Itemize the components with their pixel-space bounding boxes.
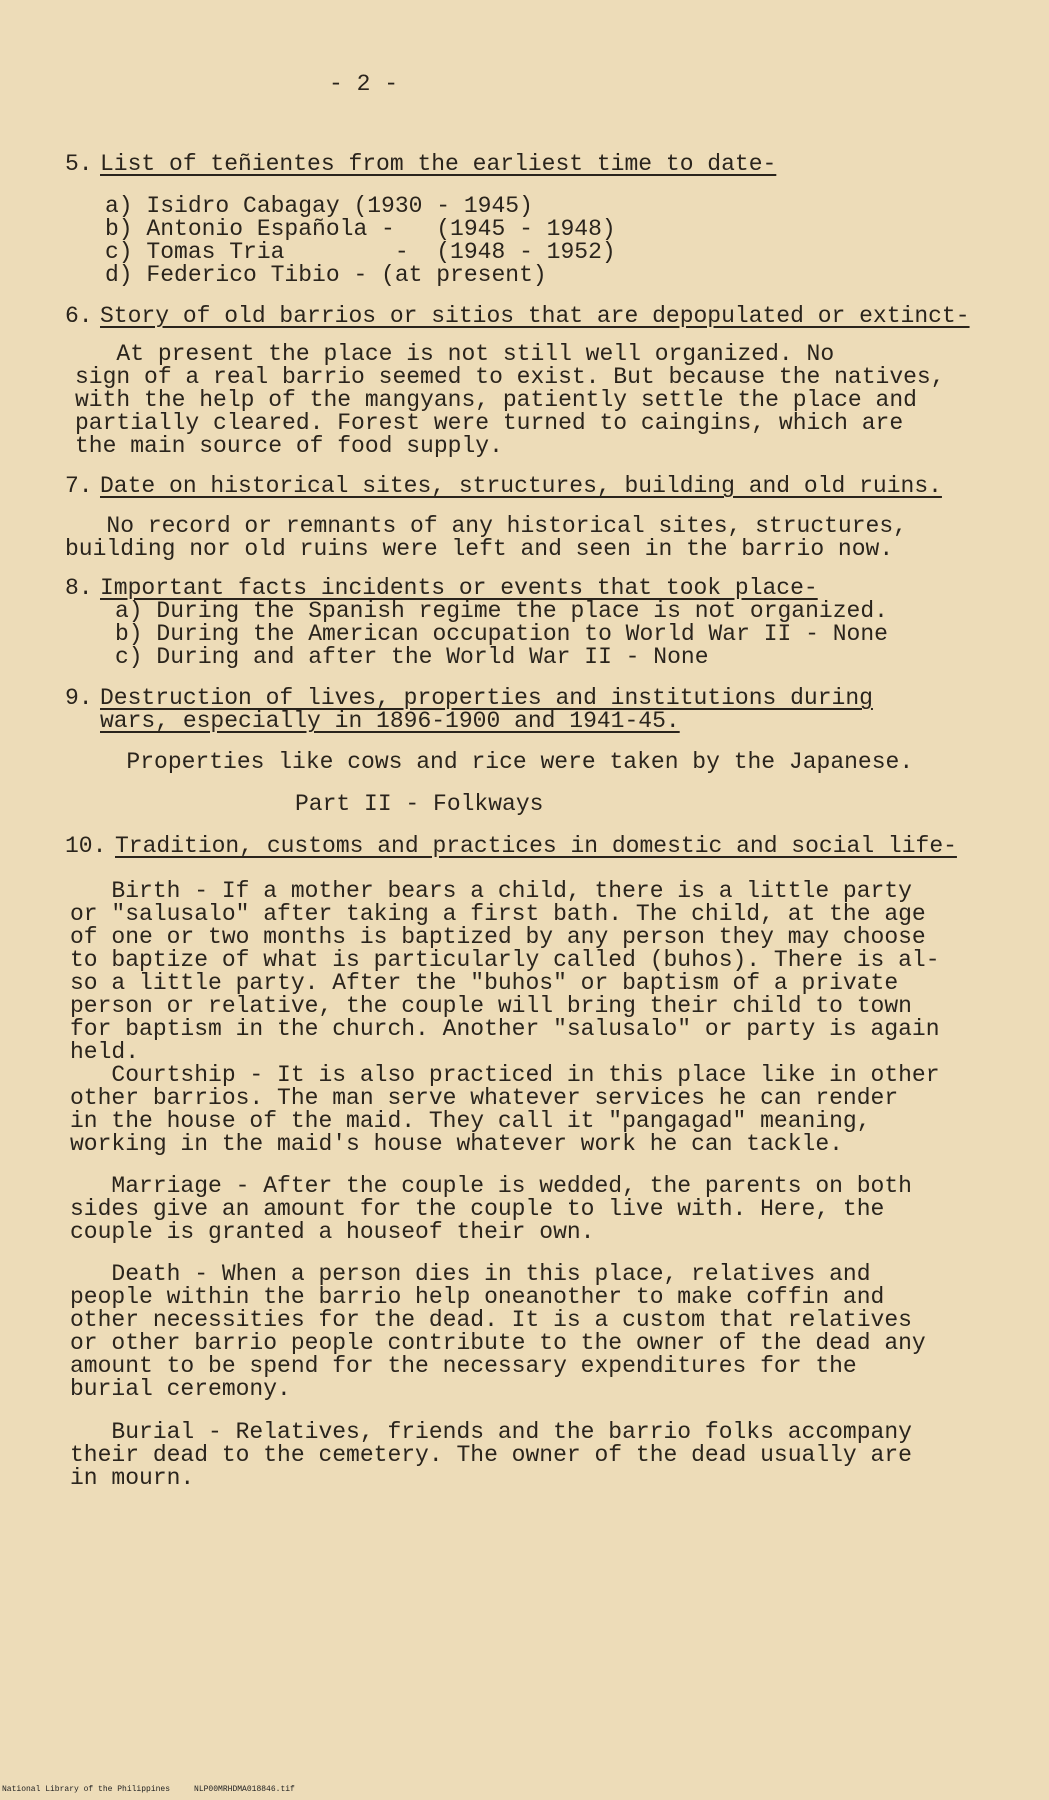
list-item: d) Federico Tibio - (at present) bbox=[105, 262, 547, 288]
archive-footer: National Library of the Philippines NLP00MRHDMA018846.tif bbox=[2, 1785, 295, 1794]
page-number: - 2 - bbox=[329, 71, 399, 97]
paragraph-line: building nor old ruins were left and seen in the barrio now. bbox=[65, 536, 894, 562]
paragraph-line: burial ceremony. bbox=[70, 1376, 291, 1402]
paragraph-line: or "salusalo" after taking a first bath. The child, at the age bbox=[70, 901, 926, 927]
list-item: c) Tomas Tria - (1948 - 1952) bbox=[105, 239, 616, 265]
paragraph-line: in mourn. bbox=[70, 1465, 195, 1491]
list-item: b) Antonio Española - (1945 - 1948) bbox=[105, 216, 616, 242]
paragraph-line: person or relative, the couple will bring their child to town bbox=[70, 993, 912, 1019]
paragraph-line: No record or remnants of any historical sites, structures, bbox=[65, 513, 907, 539]
section-9-number: 9. bbox=[65, 685, 93, 711]
paragraph-line: sign of a real barrio seemed to exist. But because the natives, bbox=[75, 364, 945, 390]
paragraph-line: held. bbox=[70, 1039, 140, 1065]
paragraph-line: so a little party. After the "buhos" or baptism of a private bbox=[70, 970, 899, 996]
paragraph-line: Death - When a person dies in this place, relatives and bbox=[70, 1261, 871, 1287]
section-10-heading: Tradition, customs and practices in domestic and social life- bbox=[115, 833, 957, 859]
paragraph-line: Marriage - After the couple is wedded, the parents on both bbox=[70, 1173, 912, 1199]
section-9-heading: Destruction of lives, properties and institutions during bbox=[100, 685, 873, 711]
section-6-number: 6. bbox=[65, 303, 93, 329]
paragraph-line: in the house of the maid. They call it "pangagad" meaning, bbox=[70, 1108, 871, 1134]
paragraph-line: their dead to the cemetery. The owner of the dead usually are bbox=[70, 1442, 912, 1468]
paragraph-line: amount to be spend for the necessary expenditures for the bbox=[70, 1353, 857, 1379]
paragraph-line: Burial - Relatives, friends and the barrio folks accompany bbox=[70, 1419, 912, 1445]
paragraph-line: people within the barrio help oneanother to make coffin and bbox=[70, 1284, 885, 1310]
paragraph-line: partially cleared. Forest were turned to caingins, which are bbox=[75, 410, 904, 436]
paragraph-line: other barrios. The man serve whatever services he can render bbox=[70, 1085, 899, 1111]
paragraph-line: for baptism in the church. Another "salusalo" or party is again bbox=[70, 1016, 940, 1042]
paragraph-line: of one or two months is baptized by any person they may choose bbox=[70, 924, 926, 950]
section-9-heading: wars, especially in 1896-1900 and 1941-45. bbox=[100, 708, 680, 734]
paragraph-line: couple is granted a houseof their own. bbox=[70, 1219, 595, 1245]
section-5-heading: List of teñientes from the earliest time to date- bbox=[100, 151, 777, 177]
paragraph-line: or other barrio people contribute to the owner of the dead any bbox=[70, 1330, 926, 1356]
list-item: b) During the American occupation to World War II - None bbox=[115, 621, 888, 647]
paragraph-line: sides give an amount for the couple to live with. Here, the bbox=[70, 1196, 885, 1222]
section-8-heading: Important facts incidents or events that took place- bbox=[100, 575, 818, 601]
list-item: a) Isidro Cabagay (1930 - 1945) bbox=[105, 193, 533, 219]
list-item: a) During the Spanish regime the place is not organized. bbox=[115, 598, 888, 624]
section-8-number: 8. bbox=[65, 575, 93, 601]
paragraph-line: Birth - If a mother bears a child, there is a little party bbox=[70, 878, 912, 904]
section-10-number: 10. bbox=[65, 833, 107, 859]
section-7-heading: Date on historical sites, structures, building and old ruins. bbox=[100, 473, 942, 499]
paragraph-line: Properties like cows and rice were taken by the Japanese. bbox=[85, 749, 914, 775]
paragraph-line: Courtship - It is also practiced in this place like in other bbox=[70, 1062, 940, 1088]
part-heading: Part II - Folkways bbox=[295, 791, 544, 817]
section-7-number: 7. bbox=[65, 473, 93, 499]
list-item: c) During and after the World War II - None bbox=[115, 644, 709, 670]
section-5-number: 5. bbox=[65, 151, 93, 177]
paragraph-line: At present the place is not still well organized. No bbox=[75, 341, 835, 367]
paragraph-line: other necessities for the dead. It is a custom that relatives bbox=[70, 1307, 912, 1333]
paragraph-line: working in the maid's house whatever work he can tackle. bbox=[70, 1131, 843, 1157]
paragraph-line: the main source of food supply. bbox=[75, 433, 503, 459]
paragraph-line: to baptize of what is particularly called (buhos). There is al- bbox=[70, 947, 940, 973]
section-6-heading: Story of old barrios or sitios that are depopulated or extinct- bbox=[100, 303, 970, 329]
paragraph-line: with the help of the mangyans, patiently settle the place and bbox=[75, 387, 917, 413]
